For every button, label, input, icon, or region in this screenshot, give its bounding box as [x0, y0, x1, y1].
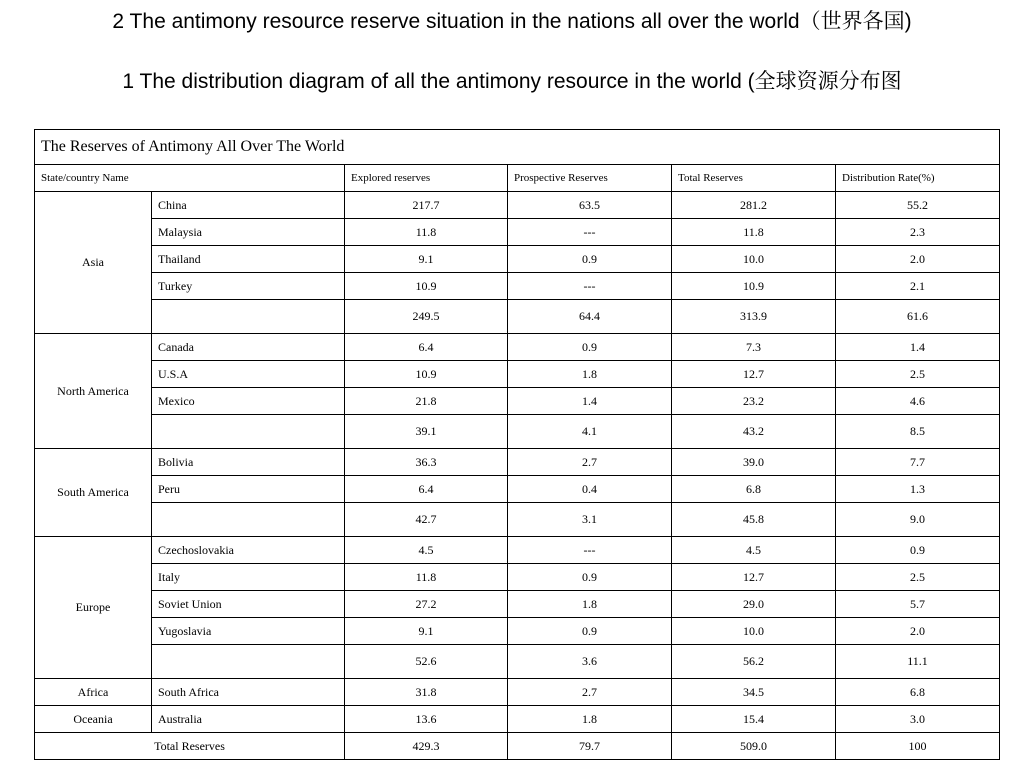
- heading-resource-reserve-situation: 2 The antimony resource reserve situation in the nations all over the world（世界各国): [112, 10, 912, 33]
- cell-prospective: 2.7: [508, 679, 672, 706]
- cell-prospective: 0.9: [508, 564, 672, 591]
- region-name: South America: [35, 449, 152, 537]
- subtotal-label-empty: [152, 415, 345, 449]
- table-row: [35, 679, 1000, 706]
- cell-total: 12.7: [672, 564, 836, 591]
- cell-total: 15.4: [672, 706, 836, 733]
- cell-rate: 1.4: [836, 334, 1000, 361]
- subtotal-explored: 249.5: [345, 300, 508, 334]
- country-name: South Africa: [152, 679, 345, 706]
- cell-explored: 6.4: [345, 476, 508, 503]
- antimony-reserves-table: [34, 129, 1000, 760]
- subtotal-rate: 8.5: [836, 415, 1000, 449]
- cell-explored: 36.3: [345, 449, 508, 476]
- region-name: North America: [35, 334, 152, 449]
- table-row: [35, 334, 1000, 361]
- cell-rate: 7.7: [836, 449, 1000, 476]
- cell-rate: 2.0: [836, 246, 1000, 273]
- table-row: [35, 537, 1000, 564]
- region-name: Africa: [35, 679, 152, 706]
- cell-total: 29.0: [672, 591, 836, 618]
- cell-explored: 11.8: [345, 219, 508, 246]
- heading-distribution-diagram: 1 The distribution diagram of all the antimony resource in the world (全球资源分布图: [122, 70, 902, 93]
- subtotal-row: [35, 300, 1000, 334]
- cell-prospective: 0.9: [508, 246, 672, 273]
- cell-prospective: 0.9: [508, 618, 672, 645]
- cell-explored: 31.8: [345, 679, 508, 706]
- country-name: Soviet Union: [152, 591, 345, 618]
- cell-prospective: ---: [508, 537, 672, 564]
- column-header-total: Total Reserves: [672, 165, 836, 192]
- table-row: [35, 246, 1000, 273]
- cell-rate: 2.1: [836, 273, 1000, 300]
- cell-rate: 5.7: [836, 591, 1000, 618]
- country-name: Canada: [152, 334, 345, 361]
- subtotal-row: [35, 503, 1000, 537]
- cell-explored: 11.8: [345, 564, 508, 591]
- grand-total-label: Total Reserves: [35, 733, 345, 760]
- country-name: Bolivia: [152, 449, 345, 476]
- cell-total: 4.5: [672, 537, 836, 564]
- column-header-explored: Explored reserves: [345, 165, 508, 192]
- subtotal-rate: 61.6: [836, 300, 1000, 334]
- table-row: [35, 618, 1000, 645]
- cell-rate: 2.3: [836, 219, 1000, 246]
- cell-explored: 27.2: [345, 591, 508, 618]
- cell-prospective: 0.4: [508, 476, 672, 503]
- cell-prospective: 1.8: [508, 706, 672, 733]
- subtotal-explored: 42.7: [345, 503, 508, 537]
- grand-total-total: 509.0: [672, 733, 836, 760]
- cell-prospective: 1.4: [508, 388, 672, 415]
- cell-explored: 21.8: [345, 388, 508, 415]
- country-name: Australia: [152, 706, 345, 733]
- cell-total: 23.2: [672, 388, 836, 415]
- table-row: [35, 449, 1000, 476]
- table-row: [35, 706, 1000, 733]
- subtotal-label-empty: [152, 503, 345, 537]
- cell-rate: 0.9: [836, 537, 1000, 564]
- column-header-state-country: State/country Name: [35, 165, 345, 192]
- country-name: Turkey: [152, 273, 345, 300]
- table-row: [35, 219, 1000, 246]
- subtotal-explored: 52.6: [345, 645, 508, 679]
- subtotal-label-empty: [152, 645, 345, 679]
- table-row: [35, 361, 1000, 388]
- cell-total: 6.8: [672, 476, 836, 503]
- cell-explored: 13.6: [345, 706, 508, 733]
- cell-rate: 1.3: [836, 476, 1000, 503]
- cell-total: 10.0: [672, 618, 836, 645]
- table-row: [35, 591, 1000, 618]
- cell-explored: 4.5: [345, 537, 508, 564]
- cell-total: 34.5: [672, 679, 836, 706]
- country-name: U.S.A: [152, 361, 345, 388]
- cell-rate: 2.5: [836, 361, 1000, 388]
- cell-prospective: ---: [508, 219, 672, 246]
- cell-explored: 9.1: [345, 246, 508, 273]
- cell-explored: 217.7: [345, 192, 508, 219]
- cell-prospective: 63.5: [508, 192, 672, 219]
- table-body: [35, 130, 1000, 760]
- cell-explored: 10.9: [345, 273, 508, 300]
- cell-rate: 6.8: [836, 679, 1000, 706]
- table-row: [35, 388, 1000, 415]
- subtotal-row: [35, 415, 1000, 449]
- table-row: [35, 192, 1000, 219]
- cell-rate: 4.6: [836, 388, 1000, 415]
- cell-total: 12.7: [672, 361, 836, 388]
- cell-prospective: 0.9: [508, 334, 672, 361]
- subtotal-total: 313.9: [672, 300, 836, 334]
- subtotal-prospective: 3.6: [508, 645, 672, 679]
- subtotal-total: 45.8: [672, 503, 836, 537]
- subtotal-total: 56.2: [672, 645, 836, 679]
- country-name: Yugoslavia: [152, 618, 345, 645]
- cell-total: 10.0: [672, 246, 836, 273]
- country-name: Italy: [152, 564, 345, 591]
- cell-explored: 10.9: [345, 361, 508, 388]
- column-header-prospective: Prospective Reserves: [508, 165, 672, 192]
- grand-total-row: [35, 733, 1000, 760]
- cell-prospective: ---: [508, 273, 672, 300]
- country-name: Thailand: [152, 246, 345, 273]
- cell-explored: 9.1: [345, 618, 508, 645]
- region-name: Asia: [35, 192, 152, 334]
- cell-explored: 6.4: [345, 334, 508, 361]
- country-name: China: [152, 192, 345, 219]
- region-name: Europe: [35, 537, 152, 679]
- subtotal-rate: 11.1: [836, 645, 1000, 679]
- subtotal-prospective: 4.1: [508, 415, 672, 449]
- country-name: Czechoslovakia: [152, 537, 345, 564]
- country-name: Malaysia: [152, 219, 345, 246]
- table-row: [35, 564, 1000, 591]
- country-name: Mexico: [152, 388, 345, 415]
- table-row: [35, 476, 1000, 503]
- subtotal-prospective: 3.1: [508, 503, 672, 537]
- subtotal-explored: 39.1: [345, 415, 508, 449]
- subtotal-prospective: 64.4: [508, 300, 672, 334]
- grand-total-explored: 429.3: [345, 733, 508, 760]
- grand-total-prospective: 79.7: [508, 733, 672, 760]
- table-header-row: [35, 165, 1000, 192]
- cell-prospective: 1.8: [508, 591, 672, 618]
- subtotal-total: 43.2: [672, 415, 836, 449]
- subtotal-rate: 9.0: [836, 503, 1000, 537]
- cell-total: 11.8: [672, 219, 836, 246]
- column-header-distribution-rate: Distribution Rate(%): [836, 165, 1000, 192]
- cell-prospective: 1.8: [508, 361, 672, 388]
- region-name: Oceania: [35, 706, 152, 733]
- subtotal-label-empty: [152, 300, 345, 334]
- country-name: Peru: [152, 476, 345, 503]
- grand-total-rate: 100: [836, 733, 1000, 760]
- cell-total: 10.9: [672, 273, 836, 300]
- subtotal-row: [35, 645, 1000, 679]
- table-row: [35, 273, 1000, 300]
- table-title-row: [35, 130, 1000, 165]
- cell-rate: 2.0: [836, 618, 1000, 645]
- cell-total: 39.0: [672, 449, 836, 476]
- cell-total: 7.3: [672, 334, 836, 361]
- cell-prospective: 2.7: [508, 449, 672, 476]
- cell-total: 281.2: [672, 192, 836, 219]
- table-title: The Reserves of Antimony All Over The World: [35, 130, 1000, 165]
- cell-rate: 2.5: [836, 564, 1000, 591]
- cell-rate: 55.2: [836, 192, 1000, 219]
- cell-rate: 3.0: [836, 706, 1000, 733]
